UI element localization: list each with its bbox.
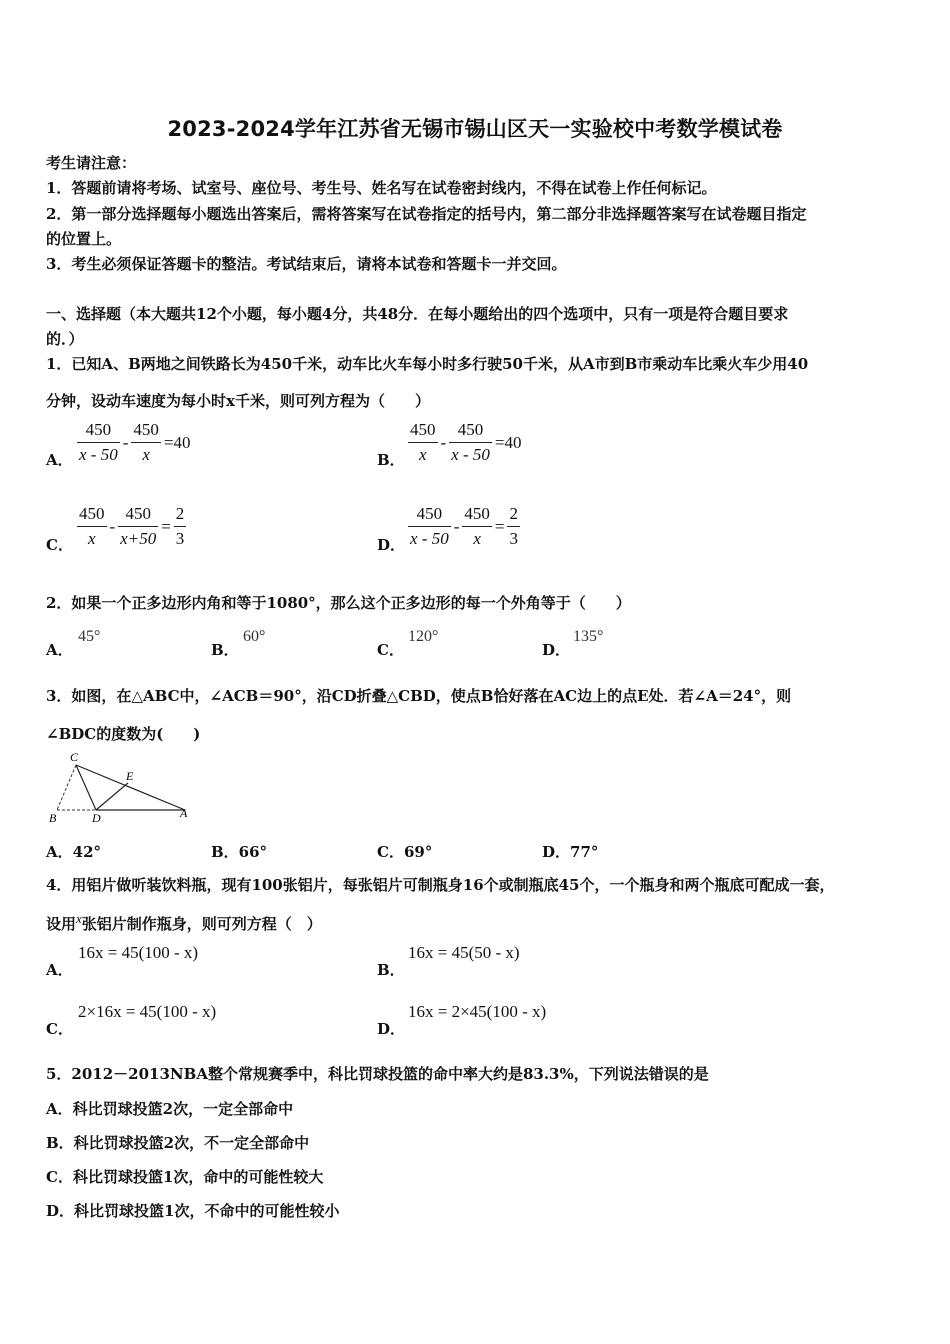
q4-option-b-formula: 16x = 45(50 - x)	[408, 943, 520, 962]
q2-option-a-value: 45°	[78, 628, 101, 645]
q1-option-a-label: A．	[46, 451, 73, 469]
label-c: C	[70, 750, 79, 764]
q5-option-d: D．科比罚球投篮1次，不命中的可能性较小	[46, 1202, 340, 1220]
q1-option-b-formula: $\frac{450}{x}$ - $\frac{450}{x - 50}$ =40	[410, 420, 522, 464]
label-e: E	[126, 769, 134, 783]
q4-option-a-formula: 16x = 45(100 - x)	[78, 943, 199, 962]
q3-option-a: A．42°	[46, 843, 102, 861]
q3-option-d: D．77°	[542, 843, 599, 861]
q4-stem-line1: 4．用铝片做听装饮料瓶，现有100张铝片，每张铝片可制瓶身16个或制瓶底45个，一个瓶身和两个瓶底可配成一套，	[46, 876, 835, 894]
q4-variable: x	[76, 911, 82, 926]
q3-stem-line1: 3．如图，在△ABC中，∠ACB＝90°，沿CD折叠△CBD，使点B恰好落在AC边上的点E处．若∠A＝24°，则	[46, 687, 792, 705]
notice-item-3: 3．考生必须保证答题卡的整洁。考试结束后，请将本试卷和答题卡一并交回。	[46, 255, 567, 273]
section-heading-line1: 一、选择题（本大题共12个小题，每小题4分，共48分．在每小题给出的四个选项中，只有一项是符合题目要求	[46, 305, 789, 323]
notice-heading: 考生请注意：	[46, 154, 137, 172]
q2-stem: 2．如果一个正多边形内角和等于1080°，那么这个正多边形的每一个外角等于（ ）	[46, 594, 631, 612]
q2-option-d-value: 135°	[573, 628, 604, 645]
segment-cb	[57, 765, 76, 810]
q4-option-d-label: D．	[377, 1020, 406, 1038]
q4-stem-suffix: 张铝片制作瓶身，则可列方程（ ）	[81, 915, 322, 933]
label-a: A	[180, 806, 188, 820]
q1-option-b-label: B．	[377, 451, 405, 469]
q5-option-c: C．科比罚球投篮1次，命中的可能性较大	[46, 1168, 324, 1186]
q2-option-c-value: 120°	[408, 628, 439, 645]
notice-item-2-cont: 的位置上。	[46, 230, 122, 248]
segment-de	[96, 783, 128, 810]
q4-option-d-formula: 16x = 2×45(100 - x)	[408, 1002, 547, 1021]
q4-option-c-formula: 2×16x = 45(100 - x)	[78, 1002, 217, 1021]
q5-option-b: B．科比罚球投篮2次，不一定全部命中	[46, 1134, 310, 1152]
q5-stem: 5．2012－2013NBA整个常规赛季中，科比罚球投篮的命中率大约是83.3%，下列说法错误的是	[46, 1065, 709, 1083]
q4-stem-prefix: 设用	[46, 915, 77, 933]
q1-option-d-label: D．	[377, 536, 406, 554]
q4-stem-line2	[46, 911, 322, 934]
q3-option-b: B．66°	[211, 843, 268, 861]
q4-option-a-label: A．	[46, 961, 73, 979]
q5-option-a: A．科比罚球投篮2次，一定全部命中	[46, 1100, 294, 1118]
notice-item-1: 1．答题前请将考场、试室号、座位号、考生号、姓名写在试卷密封线内，不得在试卷上作任何标记。	[46, 179, 717, 197]
q1-stem-line2: 分钟，设动车速度为每小时x千米，则可列方程为（ ）	[46, 392, 430, 410]
section-heading-line2: 的．）	[46, 330, 84, 348]
q4-option-b-label: B．	[377, 961, 405, 979]
q3-option-c: C．69°	[377, 843, 433, 861]
q1-option-a-formula: $\frac{450}{x - 50}$ - $\frac{450}{x}$ =40	[79, 420, 191, 464]
notice-item-2: 2．第一部分选择题每小题选出答案后，需将答案写在试卷指定的括号内，第二部分非选择题答案写在试卷题目指定	[46, 205, 807, 223]
q2-option-b-label: B．	[211, 641, 239, 659]
q2-option-a-label: A．	[46, 641, 73, 659]
page-title: 2023-2024学年江苏省无锡市锡山区天一实验校中考数学模试卷	[167, 117, 783, 141]
q1-option-d-formula: $\frac{450}{x - 50}$ - $\frac{450}{x}$ = $\frac{2}{3}$	[410, 504, 518, 548]
q1-option-c-formula: $\frac{450}{x}$ - $\frac{450}{x+50}$ = $\frac{2}{3}$	[79, 504, 185, 548]
q4-option-c-label: C．	[46, 1020, 73, 1038]
q2-option-c-label: C．	[377, 641, 404, 659]
q2-option-d-label: D．	[542, 641, 571, 659]
q3-triangle-figure	[44, 748, 194, 826]
q3-stem-line2: ∠BDC的度数为( )	[46, 725, 201, 743]
q1-option-c-label: C．	[46, 536, 73, 554]
label-b: B	[49, 811, 57, 825]
q2-option-b-value: 60°	[243, 628, 266, 645]
q1-stem-line1: 1．已知A、B两地之间铁路长为450千米，动车比火车每小时多行驶50千米，从A市到B市乘动车比乘火车少用40	[46, 355, 809, 373]
label-d: D	[92, 811, 101, 825]
